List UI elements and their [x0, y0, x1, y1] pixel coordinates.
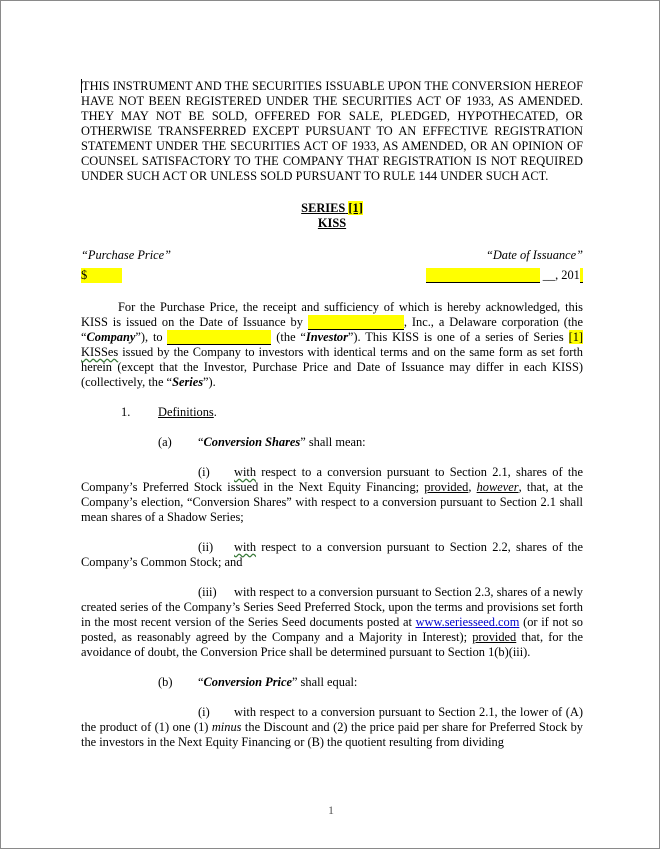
series-number-highlight: [1] [348, 201, 363, 215]
price-date-labels [81, 248, 583, 263]
securities-legend: THIS INSTRUMENT AND THE SECURITIES ISSUABLE UPON THE CONVERSION HEREOF HAVE NOT BEEN REGISTERED UNDER THE SECURITIES ACT OF 1933, AS AMENDED. THEY MAY NOT BE SOLD, OFFERED FOR SALE, PLEDGED, HYPOTHECATED, OR OTHERWISE TRANSFERRED EXCEPT PURSUANT TO AN EFFECTIVE REGISTRATION STATEMENT UNDER THE SECURITIES ACT OF 1933, AS AMENDED, OR AN OPINION OF COUNSEL SATISFACTORY TO THE COMPANY THAT REGISTRATION IS NOT REQUIRED UNDER SUCH ACT OR UNLESS SOLD PURSUANT TO RULE 144 UNDER SUCH ACT. [81, 79, 583, 183]
section-1-heading: 1. Definitions. [121, 405, 217, 419]
document-subtitle: KISS [317, 216, 347, 230]
seriesseed-link[interactable]: www.seriesseed.com [415, 615, 520, 629]
date-of-issuance-blank[interactable]: __, 201 [426, 268, 583, 283]
purchase-price-blank[interactable]: $ [81, 268, 122, 283]
spellcheck-kisses: KISSes [81, 345, 119, 359]
investor-name-blank[interactable] [167, 330, 271, 345]
purchase-price-label: “Purchase Price” [81, 248, 172, 262]
document-title: SERIES [1] [301, 201, 363, 215]
date-of-issuance-label: “Date of Issuance” [485, 248, 583, 262]
definition-a-ii: (ii) with respect to a conversion pursuant to Section 2.2, shares of the Company’s Common Stock; and [81, 540, 583, 569]
definition-a-iii: (iii) with respect to a conversion pursuant to Section 2.3, shares of a newly created series of the Company’s Series Seed Preferred Stock, upon the terms and provisions set forth in the most recent version of the Series Seed documents posted at www.seriesseed.com (or if not so posted, as reasonably agreed by the Company and a Majority in Interest); provided that, for the avoidance of doubt, the Conversion Price shall be determined pursuant to Section 1(b)(iii). [81, 585, 583, 659]
document-body [81, 79, 583, 750]
intro-paragraph: For the Purchase Price, the receipt and sufficiency of which is hereby acknowledged, this KISS is issued on the Date of Issuance by , Inc., a Delaware corporation (the “Company”), to (the “Investor”). This KISS is one of a series of Series [1] KISSes issued by the Company to investors with identical terms and on the same form as set forth herein (except that the Investor, Purchase Price and Date of Issuance may differ in each KISS) (collectively, the “Series”). [81, 300, 584, 389]
definition-b-i: (i) with respect to a conversion pursuant to Section 2.1, the lower of (A) the product of (1) one (1) minus the Discount and (2) the price paid per share for Preferred Stock by the investors in the Next Equity Financing or (B) the quotient resulting from dividing [81, 705, 583, 749]
page-number: 1 [328, 803, 334, 817]
company-name-blank[interactable] [308, 315, 404, 330]
definition-a-i: (i) with respect to a conversion pursuant to Section 2.1, shares of the Company’s Preferred Stock issued in the Next Equity Financing; provided, however, that, at the Company’s election, “Conversion Shares” with respect to a conversion pursuant to Section 2.1 shall mean shares of a Shadow Series; [81, 465, 583, 524]
price-date-blanks [81, 268, 583, 283]
definition-a-heading: (a) “Conversion Shares” shall mean: [158, 435, 366, 449]
definition-b-heading: (b) “Conversion Price” shall equal: [158, 675, 358, 689]
series-num-highlight: [1] [568, 330, 584, 344]
